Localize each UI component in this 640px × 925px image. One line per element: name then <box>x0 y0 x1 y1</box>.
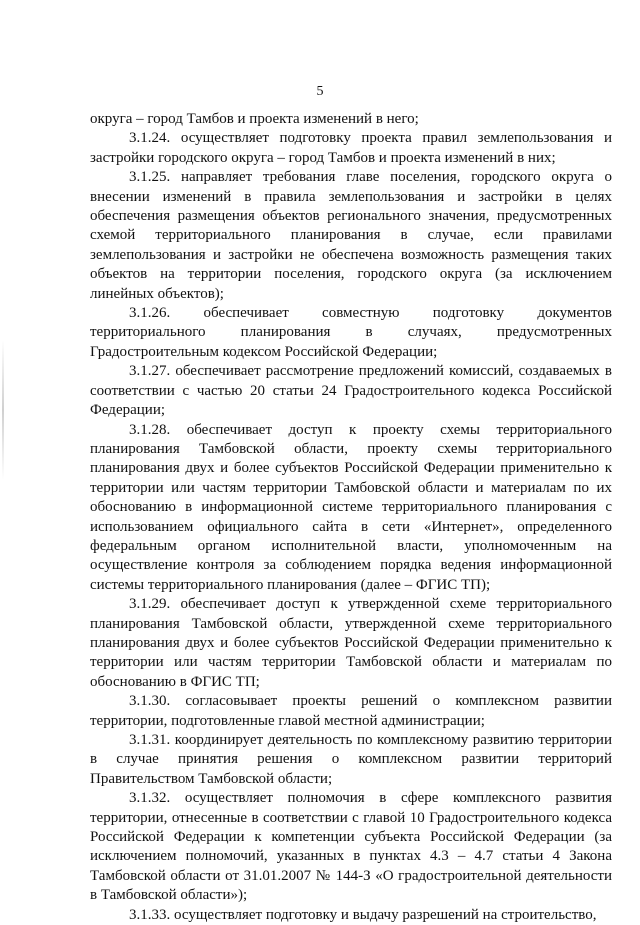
paragraph-3-1-30: 3.1.30. согласовывает проекты решений о комплексном развитии территории, подготовленные главой местной администрации; <box>90 693 612 729</box>
paragraph-3-1-25: 3.1.25. направляет требования главе поселения, городского округа о внесении изменений в правила землепользования и застройки в целях обеспечения размещения объектов регионального значения, предусмотренных схемой территориального планирования в случае, если правилами землепользования и застройки не обеспечена возможность размещения таких объектов на территории поселения, городского округа (за исключением линейных объектов); <box>90 169 612 302</box>
paragraph-3-1-29: 3.1.29. обеспечивает доступ к утвержденной схеме территориального планирования Тамбовской области, утвержденной схеме территориального планирования двух и более субъектов Российской Федерации применительно к территории или частям территории Тамбовской области и материалам по обоснованию в ФГИС ТП; <box>90 596 612 690</box>
paragraph-3-1-33: 3.1.33. осуществляет подготовку и выдачу разрешений на строительство, <box>129 906 597 923</box>
paragraph-3-1-26: 3.1.26. обеспечивает совместную подготовку документов территориального планирования в случаях, предусмотренных Градостроительным кодексом Российской Федерации; <box>90 305 612 360</box>
scan-edge-mark <box>2 340 4 480</box>
paragraph-continuation: округа – город Тамбов и проекта изменений в него; <box>90 111 419 127</box>
paragraph-3-1-27: 3.1.27. обеспечивает рассмотрение предложений комиссий, создаваемых в соответствии с частью 20 статьи 24 Градостроительного кодекса Российской Федерации; <box>90 363 612 419</box>
paragraph-3-1-32: 3.1.32. осуществляет полномочия в сфере комплексного развития территории, отнесенные в соответствии с главой 10 Градостроительного кодекса Российской Федерации к компетенции субъекта Российской Федерации (за исключением полномочий, указанных в пунктах 4.3 – 4.7 статьи 4 Закона Тамбовской области от 31.01.2007 № 144-З «О градостроительной деятельности в Тамбовской области»); <box>90 790 612 904</box>
paragraph-3-1-28: 3.1.28. обеспечивает доступ к проекту схемы территориального планирования Тамбовской области, проекту схемы территориального планирования двух и более субъектов Российской Федерации применительно к территории или частям территории Тамбовской области и материалам по их обоснованию в информационной системе территориального планирования с использованием официального сайта в сети «Интернет», определенного федеральным органом исполнительной власти, уполномоченным на осуществление контроля за соблюдением порядка ведения информационной системы территориального планирования (далее – ФГИС ТП); <box>90 421 612 593</box>
paragraph-3-1-31: 3.1.31. координирует деятельность по комплексному развитию территории в случае принятия решения о комплексном развитии территорий Правительством Тамбовской области; <box>90 732 612 787</box>
paragraph-3-1-24: 3.1.24. осуществляет подготовку проекта правил землепользования и застройки городского округа – город Тамбов и проекта изменений в них; <box>90 130 612 166</box>
document-body <box>90 110 612 925</box>
page-number: 5 <box>316 84 324 99</box>
